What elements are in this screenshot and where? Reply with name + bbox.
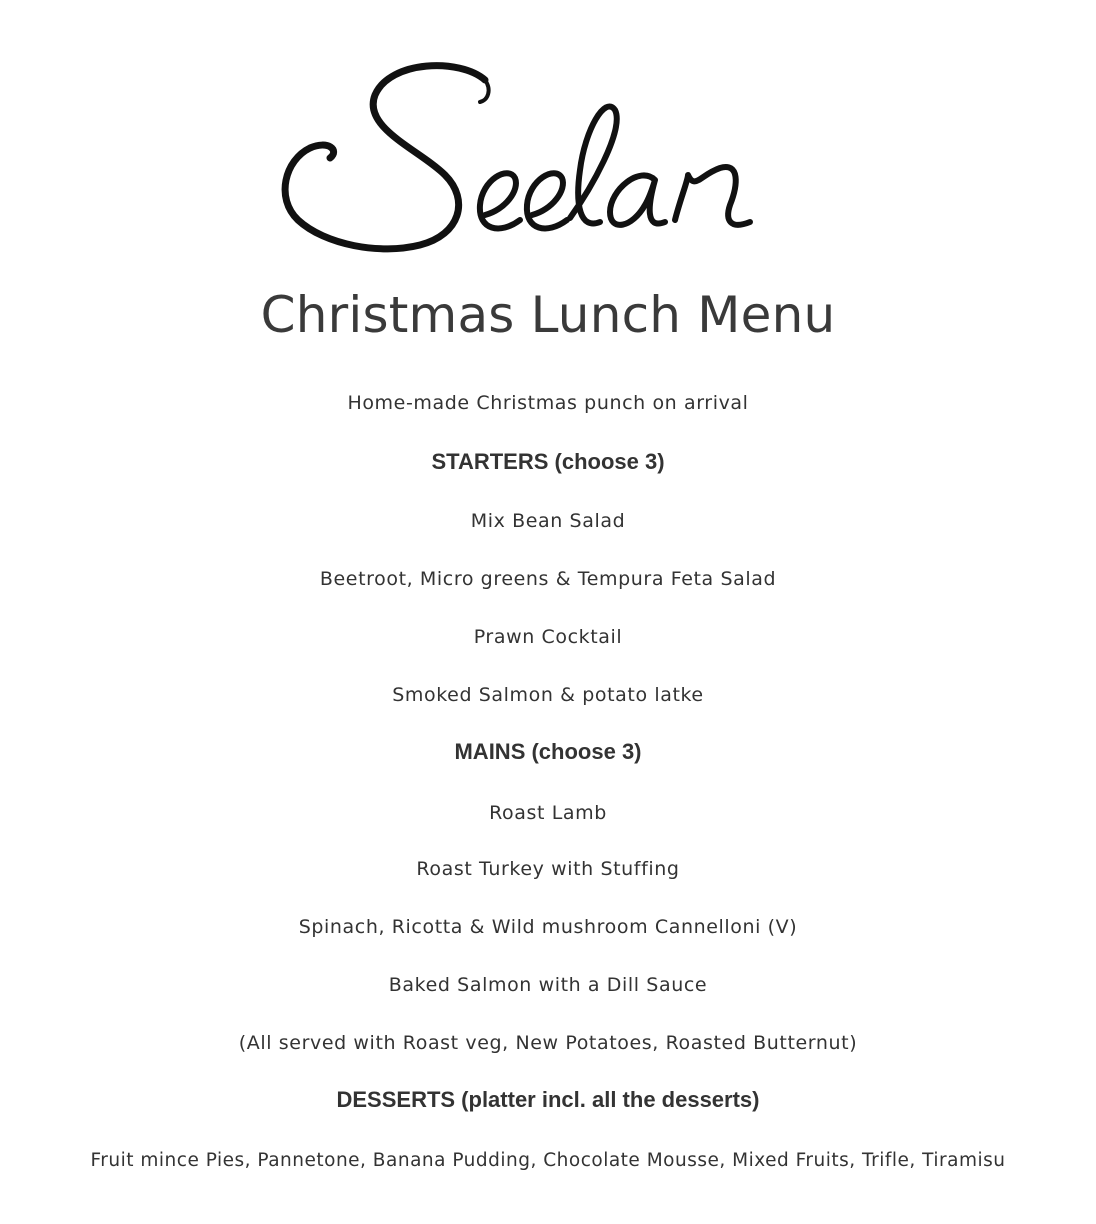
mains-note: (All served with Roast veg, New Potatoes, Roasted Butternut)	[238, 1032, 858, 1054]
seelan-logo	[270, 40, 790, 280]
menu-title: Christmas Lunch Menu	[260, 286, 836, 344]
main-item: Spinach, Ricotta & Wild mushroom Cannelloni (V)	[298, 916, 798, 938]
desserts-list: Fruit mince Pies, Pannetone, Banana Pudding, Chocolate Mousse, Mixed Fruits, Trifle, Tiramisu	[90, 1150, 1006, 1171]
starters-heading: STARTERS (choose 3)	[431, 449, 665, 474]
mains-heading: MAINS (choose 3)	[454, 739, 642, 764]
starter-item: Prawn Cocktail	[473, 626, 623, 648]
main-item: Roast Lamb	[489, 802, 607, 824]
starter-item: Beetroot, Micro greens & Tempura Feta Salad	[319, 568, 777, 590]
starter-item: Smoked Salmon & potato latke	[392, 684, 704, 706]
main-item: Roast Turkey with Stuffing	[416, 858, 680, 880]
starter-item: Mix Bean Salad	[470, 510, 626, 532]
welcome-drink: Home-made Christmas punch on arrival	[347, 392, 749, 414]
desserts-heading: DESSERTS (platter incl. all the desserts)	[336, 1087, 760, 1112]
main-item: Baked Salmon with a Dill Sauce	[388, 974, 708, 996]
